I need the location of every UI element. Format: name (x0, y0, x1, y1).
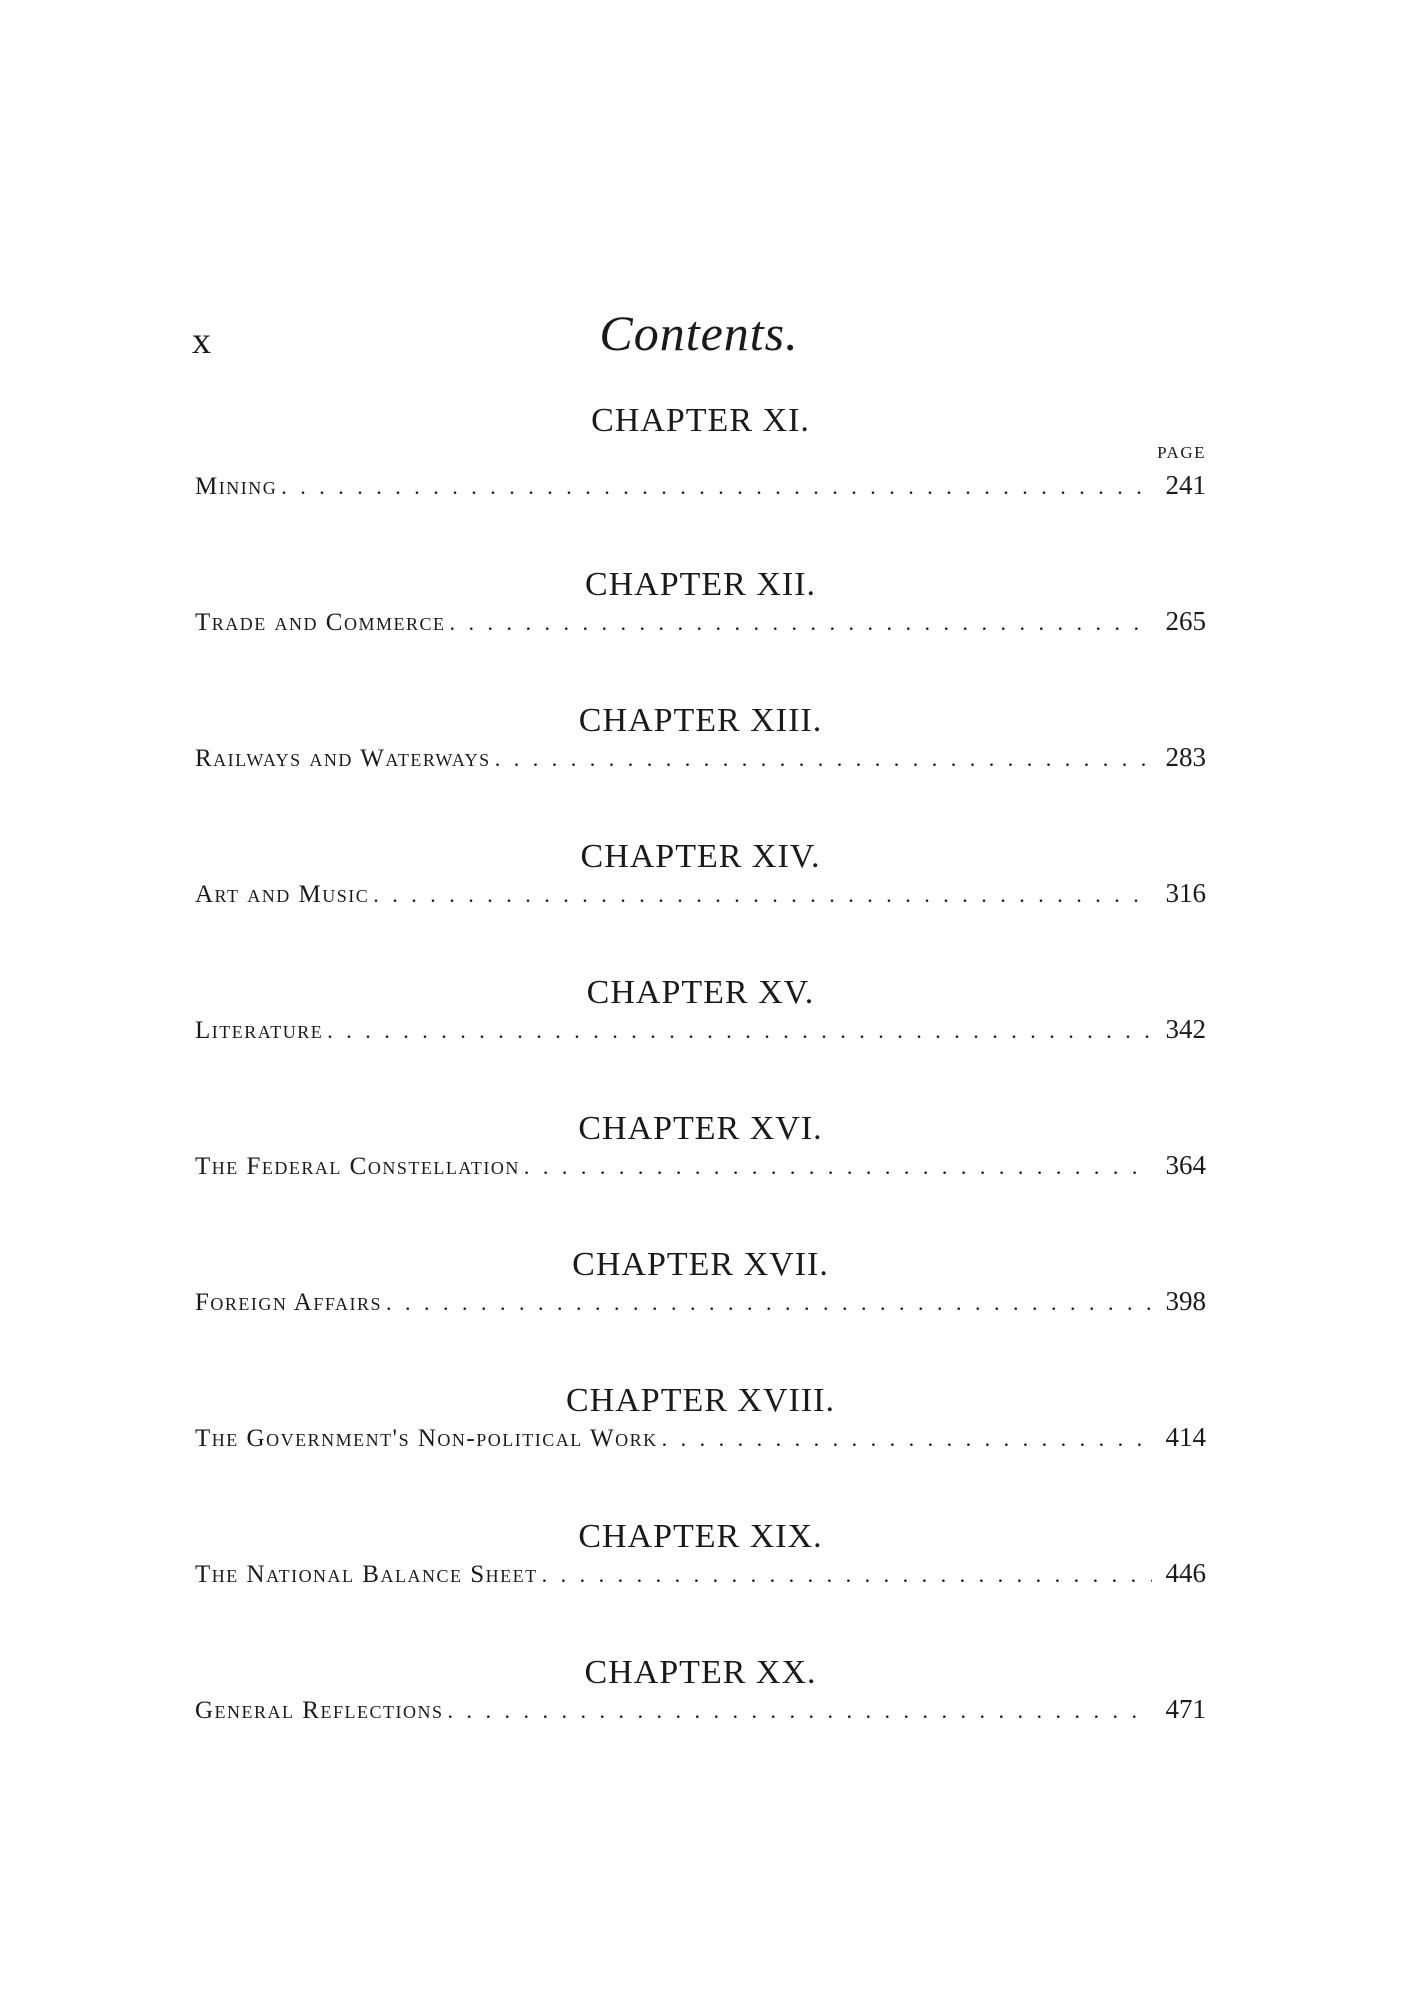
entry-title: Railways and Waterways (195, 745, 491, 772)
chapter-heading: CHAPTER XIX. (578, 1518, 823, 1555)
chapter-heading: CHAPTER XI. (591, 402, 810, 439)
running-title: Contents. (599, 305, 799, 361)
entry-page-number: 364 (1165, 1150, 1206, 1180)
dot-leader (386, 1292, 1152, 1314)
toc-entry (195, 1016, 1206, 1052)
chapter-heading: CHAPTER XIII. (578, 702, 823, 739)
toc-entry (195, 880, 1206, 916)
toc-entry (195, 1560, 1206, 1596)
chapter-block (195, 1248, 1206, 1324)
chapter-block (195, 1384, 1206, 1460)
dot-leader (524, 1156, 1152, 1178)
chapter-block (195, 704, 1206, 780)
entry-page-number: 398 (1165, 1286, 1206, 1316)
entry-page-number: 283 (1165, 742, 1206, 772)
entry-page-number: 241 (1165, 470, 1206, 500)
entry-title: The Government's Non-political Work (195, 1425, 658, 1452)
chapter-heading: CHAPTER XVIII. (566, 1382, 835, 1419)
entry-title: General Reflections (195, 1697, 444, 1724)
entry-title: Foreign Affairs (195, 1289, 383, 1316)
entry-title: Art and Music (195, 881, 370, 908)
chapter-heading: CHAPTER XII. (584, 566, 817, 603)
entry-title: Mining (195, 473, 278, 500)
toc-entry (195, 1152, 1206, 1188)
chapter-block (195, 1520, 1206, 1596)
entry-title: The National Balance Sheet (195, 1561, 538, 1588)
chapter-block (195, 976, 1206, 1052)
chapter-heading: CHAPTER XVII. (572, 1246, 829, 1283)
dot-leader (495, 748, 1152, 770)
entry-page-number: 265 (1165, 606, 1206, 636)
toc-entry (195, 472, 1206, 508)
chapter-block (195, 840, 1206, 916)
toc-entry (195, 1696, 1206, 1732)
toc-entry (195, 744, 1206, 780)
running-head (192, 305, 1206, 368)
page-column-label: PAGE (1157, 443, 1206, 462)
entry-title: The Federal Constellation (195, 1153, 520, 1180)
page-label-row (195, 444, 1206, 472)
dot-leader (449, 612, 1152, 634)
entry-title: Literature (195, 1017, 324, 1044)
entry-page-number: 414 (1165, 1422, 1206, 1452)
dot-leader (662, 1428, 1152, 1450)
dot-leader (447, 1700, 1152, 1722)
chapter-heading: CHAPTER XX. (584, 1654, 817, 1691)
chapter-heading: CHAPTER XIV. (580, 838, 821, 875)
chapter-block (195, 1656, 1206, 1732)
entry-page-number: 471 (1165, 1694, 1206, 1724)
dot-leader (373, 884, 1152, 906)
chapter-heading: CHAPTER XV. (586, 974, 815, 1011)
chapter-block (195, 568, 1206, 644)
entry-page-number: 342 (1165, 1014, 1206, 1044)
entry-page-number: 316 (1165, 878, 1206, 908)
dot-leader (281, 476, 1152, 498)
toc-entry (195, 1288, 1206, 1324)
chapter-heading: CHAPTER XVI. (578, 1110, 823, 1147)
chapter-block (195, 404, 1206, 508)
toc-entry (195, 1424, 1206, 1460)
dot-leader (542, 1564, 1152, 1586)
table-of-contents (195, 404, 1206, 1732)
entry-page-number: 446 (1165, 1558, 1206, 1588)
entry-title: Trade and Commerce (195, 609, 446, 636)
page-number: x (192, 320, 211, 362)
dot-leader (327, 1020, 1152, 1042)
chapter-block (195, 1112, 1206, 1188)
toc-entry (195, 608, 1206, 644)
